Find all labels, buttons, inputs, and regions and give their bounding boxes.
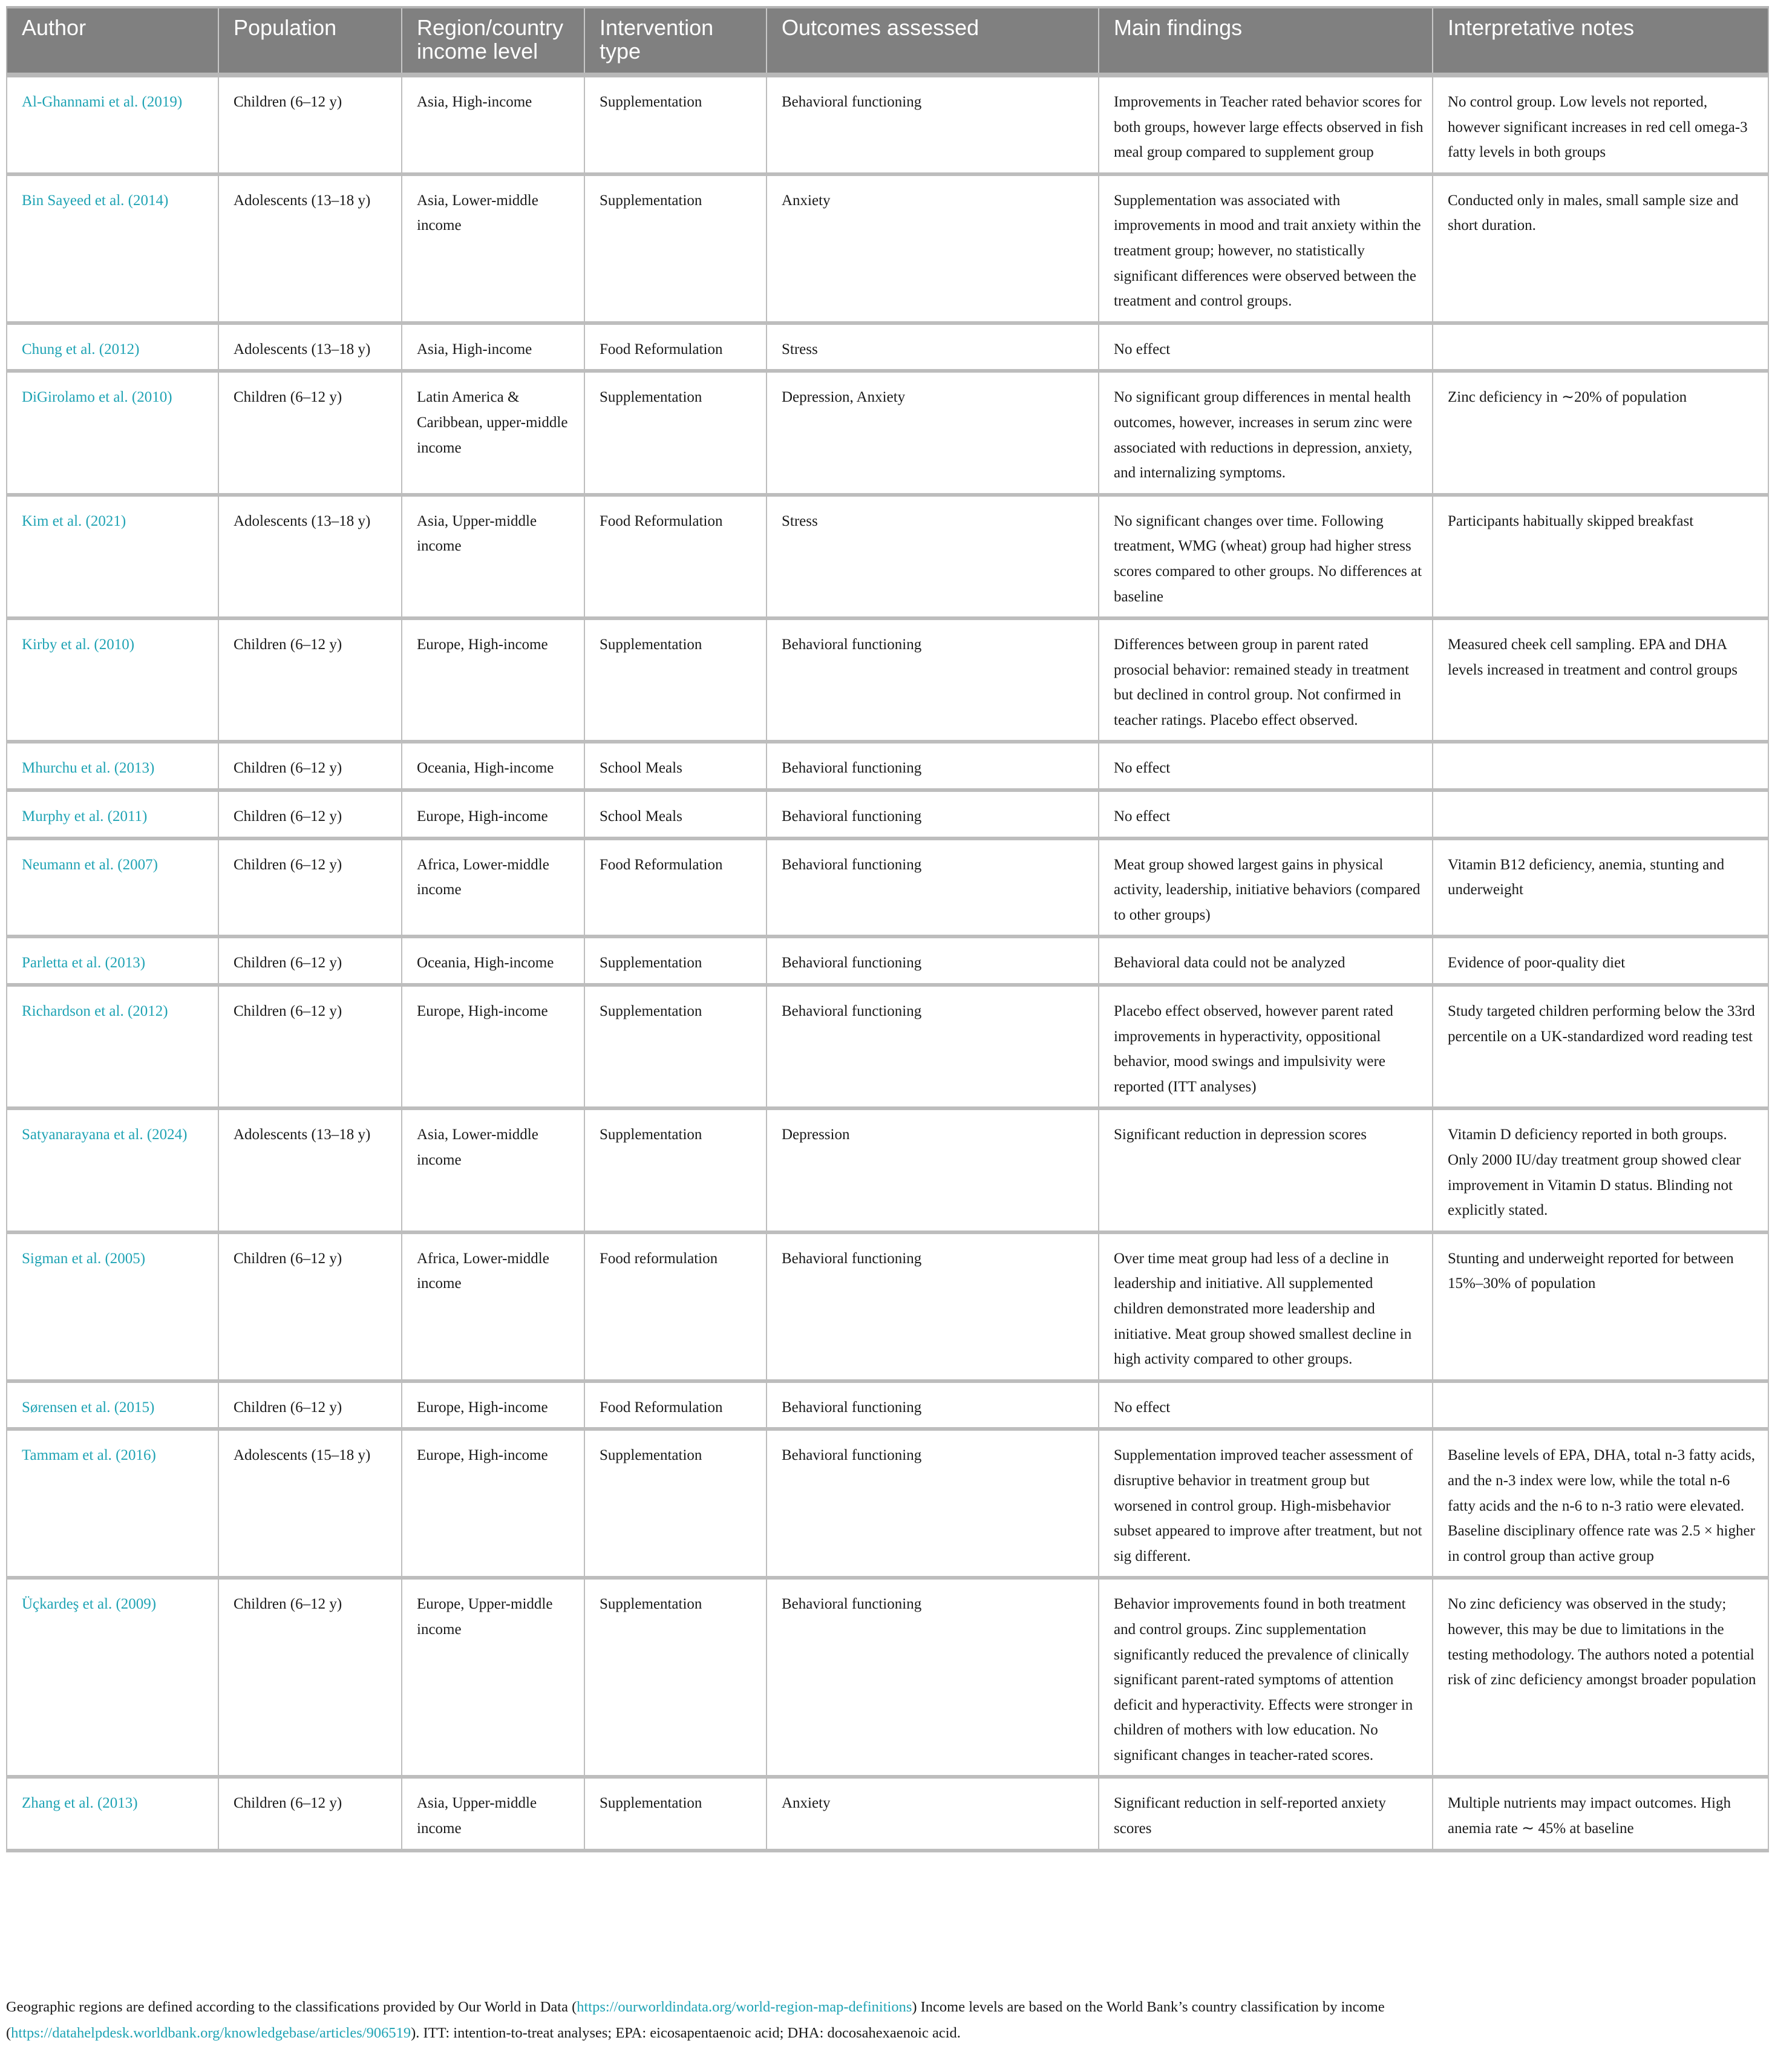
cell-intervention: Supplementation: [584, 75, 767, 174]
cell-intervention: Food Reformulation: [584, 838, 767, 937]
table-row: [7, 1578, 1768, 1777]
header-outcomes: Outcomes assessed: [767, 7, 1099, 75]
cell-notes: Zinc deficiency in ∼20% of population: [1433, 371, 1768, 494]
cell-region: Oceania, High-income: [402, 742, 584, 790]
cell-notes: No zinc deficiency was observed in the study; however, this may be due to limitations in the testing methodology. The authors noted a potential risk of zinc deficiency amongst broader population: [1433, 1578, 1768, 1777]
cell-outcomes: Stress: [767, 495, 1099, 618]
cell-findings: No significant group differences in mental health outcomes, however, increases in serum zinc were associated with reductions in depression, anxiety, and internalizing symptoms.: [1099, 371, 1433, 494]
cell-region: Africa, Lower-middle income: [402, 1232, 584, 1381]
cell-findings: No effect: [1099, 323, 1433, 371]
cell-author[interactable]: Kim et al. (2021): [7, 495, 218, 618]
cell-outcomes: Behavioral functioning: [767, 1578, 1099, 1777]
cell-findings: Significant reduction in depression scores: [1099, 1108, 1433, 1232]
cell-notes: Measured cheek cell sampling. EPA and DHA levels increased in treatment and control groups: [1433, 618, 1768, 742]
cell-intervention: Supplementation: [584, 1429, 767, 1578]
cell-notes: Vitamin D deficiency reported in both groups. Only 2000 IU/day treatment group showed clear improvement in Vitamin D status. Blinding not explicitly stated.: [1433, 1108, 1768, 1232]
cell-intervention: Supplementation: [584, 1777, 767, 1850]
cell-population: Children (6–12 y): [218, 838, 402, 937]
cell-author[interactable]: Tammam et al. (2016): [7, 1429, 218, 1578]
cell-outcomes: Behavioral functioning: [767, 985, 1099, 1108]
cell-intervention: School Meals: [584, 742, 767, 790]
cell-intervention: Food Reformulation: [584, 1381, 767, 1430]
cell-findings: Over time meat group had less of a decline in leadership and initiative. All supplemented children demonstrated more leadership and initiative. Meat group showed smallest decline in high activity compared to other groups.: [1099, 1232, 1433, 1381]
cell-author[interactable]: Kirby et al. (2010): [7, 618, 218, 742]
cell-population: Adolescents (13–18 y): [218, 1108, 402, 1232]
cell-intervention: Food Reformulation: [584, 495, 767, 618]
cell-findings: Placebo effect observed, however parent rated improvements in hyperactivity, oppositional behavior, mood swings and impulsivity were reported (ITT analyses): [1099, 985, 1433, 1108]
cell-findings: No effect: [1099, 790, 1433, 838]
cell-author[interactable]: Neumann et al. (2007): [7, 838, 218, 937]
cell-region: Asia, Lower-middle income: [402, 174, 584, 323]
table-row: [7, 985, 1768, 1108]
header-intervention: Intervention type: [584, 7, 767, 75]
cell-notes: Baseline levels of EPA, DHA, total n-3 fatty acids, and the n-3 index were low, while the total n-6 fatty acids and the n-6 to n-3 ratio were elevated. Baseline disciplinary offence rate was 2.5 × higher in control group than active group: [1433, 1429, 1768, 1578]
cell-region: Europe, High-income: [402, 790, 584, 838]
cell-region: Europe, High-income: [402, 1429, 584, 1578]
cell-notes: Conducted only in males, small sample size and short duration.: [1433, 174, 1768, 323]
cell-findings: Supplementation was associated with improvements in mood and trait anxiety within the treatment group; however, no statistically significant differences were observed between the treatment and control groups.: [1099, 174, 1433, 323]
cell-author[interactable]: Sigman et al. (2005): [7, 1232, 218, 1381]
cell-region: Asia, Upper-middle income: [402, 1777, 584, 1850]
cell-author[interactable]: Sørensen et al. (2015): [7, 1381, 218, 1430]
cell-intervention: Food Reformulation: [584, 323, 767, 371]
table-row: [7, 495, 1768, 618]
footnote-text-2: ) Income levels are based on the World Bank’s country classification by income (: [6, 1999, 1385, 2041]
cell-intervention: Supplementation: [584, 618, 767, 742]
cell-region: Oceania, High-income: [402, 936, 584, 985]
cell-findings: Behavioral data could not be analyzed: [1099, 936, 1433, 985]
cell-author[interactable]: Chung et al. (2012): [7, 323, 218, 371]
cell-outcomes: Depression, Anxiety: [767, 371, 1099, 494]
cell-intervention: School Meals: [584, 790, 767, 838]
cell-author[interactable]: Üçkardeş et al. (2009): [7, 1578, 218, 1777]
cell-population: Children (6–12 y): [218, 371, 402, 494]
cell-region: Asia, Upper-middle income: [402, 495, 584, 618]
cell-region: Europe, Upper-middle income: [402, 1578, 584, 1777]
cell-population: Children (6–12 y): [218, 1232, 402, 1381]
cell-intervention: Supplementation: [584, 985, 767, 1108]
cell-author[interactable]: DiGirolamo et al. (2010): [7, 371, 218, 494]
cell-population: Children (6–12 y): [218, 618, 402, 742]
cell-outcomes: Behavioral functioning: [767, 618, 1099, 742]
header-population: Population: [218, 7, 402, 75]
table-row: [7, 1777, 1768, 1850]
studies-table: [6, 6, 1769, 1852]
table-row: [7, 1429, 1768, 1578]
header-notes: Interpretative notes: [1433, 7, 1768, 75]
cell-population: Children (6–12 y): [218, 1381, 402, 1430]
cell-population: Children (6–12 y): [218, 75, 402, 174]
cell-intervention: Supplementation: [584, 1108, 767, 1232]
cell-notes: No control group. Low levels not reported, however significant increases in red cell omega-3 fatty levels in both groups: [1433, 75, 1768, 174]
cell-outcomes: Behavioral functioning: [767, 936, 1099, 985]
cell-findings: Behavior improvements found in both treatment and control groups. Zinc supplementation significantly reduced the prevalence of clinically significant parent-rated symptoms of attention deficit and hyperactivity. Effects were stronger in children of mothers with low education. No significant changes in teacher-rated scores.: [1099, 1578, 1433, 1777]
cell-outcomes: Anxiety: [767, 1777, 1099, 1850]
table-body: [7, 75, 1768, 1851]
cell-notes: [1433, 1381, 1768, 1430]
cell-population: Children (6–12 y): [218, 985, 402, 1108]
cell-population: Adolescents (13–18 y): [218, 323, 402, 371]
cell-outcomes: Stress: [767, 323, 1099, 371]
footnote-text-3: ). ITT: intention-to-treat analyses; EPA: eicosapentaenoic acid; DHA: docosahexaenoic acid.: [411, 2025, 961, 2041]
cell-region: Asia, High-income: [402, 323, 584, 371]
cell-intervention: Food reformulation: [584, 1232, 767, 1381]
cell-population: Adolescents (15–18 y): [218, 1429, 402, 1578]
table-row: [7, 790, 1768, 838]
cell-notes: Multiple nutrients may impact outcomes. High anemia rate ∼ 45% at baseline: [1433, 1777, 1768, 1850]
cell-population: Children (6–12 y): [218, 742, 402, 790]
cell-findings: Meat group showed largest gains in physical activity, leadership, initiative behaviors (compared to other groups): [1099, 838, 1433, 937]
header-findings: Main findings: [1099, 7, 1433, 75]
cell-findings: Significant reduction in self-reported anxiety scores: [1099, 1777, 1433, 1850]
cell-population: Adolescents (13–18 y): [218, 174, 402, 323]
cell-notes: Vitamin B12 deficiency, anemia, stunting and underweight: [1433, 838, 1768, 937]
cell-outcomes: Behavioral functioning: [767, 742, 1099, 790]
table-row: [7, 1232, 1768, 1381]
cell-notes: Evidence of poor-quality diet: [1433, 936, 1768, 985]
table-row: [7, 838, 1768, 937]
cell-region: Africa, Lower-middle income: [402, 838, 584, 937]
cell-region: Europe, High-income: [402, 1381, 584, 1430]
cell-outcomes: Behavioral functioning: [767, 838, 1099, 937]
cell-findings: No significant changes over time. Following treatment, WMG (wheat) group had higher stress scores compared to other groups. No differences at baseline: [1099, 495, 1433, 618]
cell-region: Asia, Lower-middle income: [402, 1108, 584, 1232]
cell-author[interactable]: Parletta et al. (2013): [7, 936, 218, 985]
cell-intervention: Supplementation: [584, 174, 767, 323]
cell-region: Asia, High-income: [402, 75, 584, 174]
cell-findings: Supplementation improved teacher assessment of disruptive behavior in treatment group but worsened in control group. High-misbehavior subset appeared to improve after treatment, but not sig different.: [1099, 1429, 1433, 1578]
cell-notes: [1433, 790, 1768, 838]
cell-outcomes: Behavioral functioning: [767, 75, 1099, 174]
cell-outcomes: Behavioral functioning: [767, 1381, 1099, 1430]
header-author: Author: [7, 7, 218, 75]
table-row: [7, 323, 1768, 371]
cell-population: Children (6–12 y): [218, 1777, 402, 1850]
table-row: [7, 1381, 1768, 1430]
cell-intervention: Supplementation: [584, 1578, 767, 1777]
cell-outcomes: Behavioral functioning: [767, 790, 1099, 838]
header-row: [7, 7, 1768, 75]
cell-outcomes: Depression: [767, 1108, 1099, 1232]
cell-notes: [1433, 323, 1768, 371]
footnote-link-worldbank[interactable]: https://datahelpdesk.worldbank.org/knowledgebase/articles/906519: [11, 2025, 411, 2041]
cell-region: Europe, High-income: [402, 985, 584, 1108]
table-row: [7, 371, 1768, 494]
cell-author[interactable]: Richardson et al. (2012): [7, 985, 218, 1108]
cell-notes: Study targeted children performing below the 33rd percentile on a UK-standardized word reading test: [1433, 985, 1768, 1108]
cell-intervention: Supplementation: [584, 371, 767, 494]
cell-findings: No effect: [1099, 1381, 1433, 1430]
table-container: [6, 6, 1768, 1852]
cell-author[interactable]: Mhurchu et al. (2013): [7, 742, 218, 790]
cell-intervention: Supplementation: [584, 936, 767, 985]
cell-author[interactable]: Murphy et al. (2011): [7, 790, 218, 838]
cell-author[interactable]: Al-Ghannami et al. (2019): [7, 75, 218, 174]
cell-outcomes: Behavioral functioning: [767, 1429, 1099, 1578]
cell-population: Children (6–12 y): [218, 1578, 402, 1777]
cell-notes: [1433, 742, 1768, 790]
cell-notes: Participants habitually skipped breakfast: [1433, 495, 1768, 618]
cell-population: Adolescents (13–18 y): [218, 495, 402, 618]
cell-outcomes: Anxiety: [767, 174, 1099, 323]
footnote-link-owid[interactable]: https://ourworldindata.org/world-region-map-definitions: [577, 1999, 912, 2015]
cell-author[interactable]: Zhang et al. (2013): [7, 1777, 218, 1850]
table-row: [7, 1108, 1768, 1232]
table-row: [7, 75, 1768, 174]
cell-population: Children (6–12 y): [218, 790, 402, 838]
cell-outcomes: Behavioral functioning: [767, 1232, 1099, 1381]
table-row: [7, 742, 1768, 790]
footnote-text-1: Geographic regions are defined according to the classifications provided by Our World in Data (: [6, 1999, 577, 2015]
cell-region: Europe, High-income: [402, 618, 584, 742]
header-region: Region/country income level: [402, 7, 584, 75]
cell-population: Children (6–12 y): [218, 936, 402, 985]
table-footnote: [6, 1994, 1764, 2046]
table-row: [7, 936, 1768, 985]
cell-author[interactable]: Satyanarayana et al. (2024): [7, 1108, 218, 1232]
cell-notes: Stunting and underweight reported for between 15%–30% of population: [1433, 1232, 1768, 1381]
cell-author[interactable]: Bin Sayeed et al. (2014): [7, 174, 218, 323]
cell-findings: No effect: [1099, 742, 1433, 790]
table-row: [7, 618, 1768, 742]
cell-findings: Improvements in Teacher rated behavior scores for both groups, however large effects observed in fish meal group compared to supplement group: [1099, 75, 1433, 174]
table-row: [7, 174, 1768, 323]
cell-region: Latin America & Caribbean, upper-middle income: [402, 371, 584, 494]
cell-findings: Differences between group in parent rated prosocial behavior: remained steady in treatment but declined in control group. Not confirmed in teacher ratings. Placebo effect observed.: [1099, 618, 1433, 742]
